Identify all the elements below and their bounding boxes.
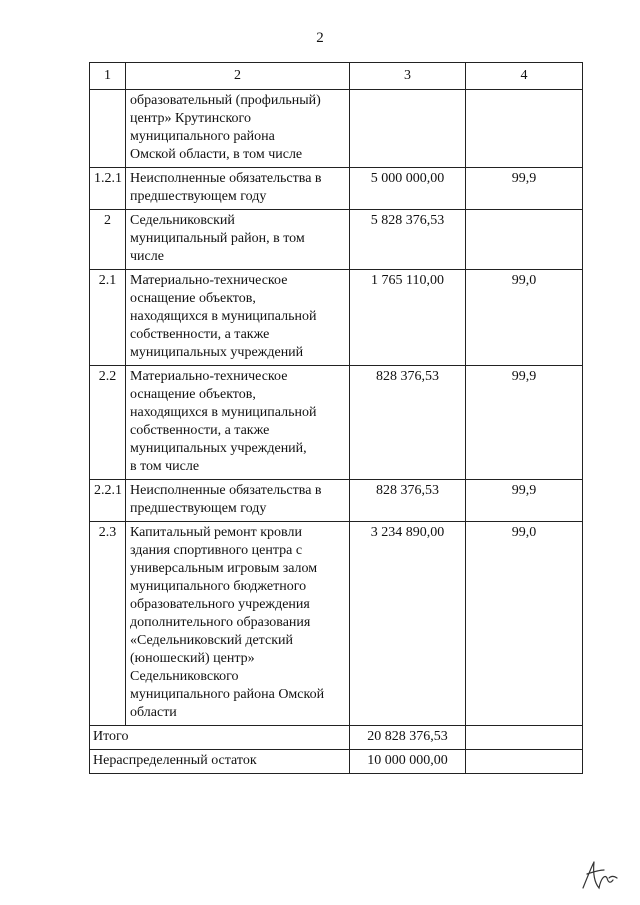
- row-number: 2.1: [90, 270, 126, 366]
- row-name: образовательный (профильный) центр» Крутинского муниципального района Омской области, в том числе: [126, 90, 350, 168]
- total-percent: [466, 726, 583, 750]
- row-percent: 99,0: [466, 522, 583, 726]
- total-row: [90, 726, 583, 750]
- row-name: Материально-техническое оснащение объектов, находящихся в муниципальной собственности, а также муниципальных учреждений: [126, 270, 350, 366]
- row-name: Неисполненные обязательства в предшествующем году: [126, 480, 350, 522]
- header-cell: 4: [466, 63, 583, 90]
- row-amount: 3 234 890,00: [350, 522, 466, 726]
- row-number: [90, 90, 126, 168]
- row-number: 2: [90, 210, 126, 270]
- header-cell: 1: [90, 63, 126, 90]
- total-label: Итого: [90, 726, 350, 750]
- table-row: [90, 210, 583, 270]
- row-number: 2.2: [90, 366, 126, 480]
- row-amount: 828 376,53: [350, 366, 466, 480]
- row-amount: 1 765 110,00: [350, 270, 466, 366]
- budget-table: [89, 62, 583, 774]
- total-amount: 10 000 000,00: [350, 750, 466, 774]
- row-name: Капитальный ремонт кровли здания спортивного центра с универсальным игровым залом муниципального бюджетного образовательного учреждения дополнительного образования «Седельниковский детский (юношеский) центр» Седельниковского муниципального района Омской области: [126, 522, 350, 726]
- row-amount: [350, 90, 466, 168]
- table-row: [90, 168, 583, 210]
- row-percent: 99,0: [466, 270, 583, 366]
- header-cell: 2: [126, 63, 350, 90]
- header-cell: 3: [350, 63, 466, 90]
- row-name: Материально-техническое оснащение объектов, находящихся в муниципальной собственности, а также муниципальных учреждений, в том числе: [126, 366, 350, 480]
- row-number: 2.3: [90, 522, 126, 726]
- row-amount: 828 376,53: [350, 480, 466, 522]
- total-amount: 20 828 376,53: [350, 726, 466, 750]
- row-percent: 99,9: [466, 480, 583, 522]
- row-percent: [466, 90, 583, 168]
- row-amount: 5 828 376,53: [350, 210, 466, 270]
- row-amount: 5 000 000,00: [350, 168, 466, 210]
- page-number: 2: [316, 30, 324, 46]
- handwritten-signature: [577, 858, 621, 894]
- total-label: Нераспределенный остаток: [90, 750, 350, 774]
- row-number: 1.2.1: [90, 168, 126, 210]
- row-percent: 99,9: [466, 366, 583, 480]
- table-row: [90, 366, 583, 480]
- row-percent: 99,9: [466, 168, 583, 210]
- table-row: [90, 522, 583, 726]
- total-percent: [466, 750, 583, 774]
- table-row: [90, 90, 583, 168]
- row-number: 2.2.1: [90, 480, 126, 522]
- table-header-row: [90, 63, 583, 90]
- row-name: Неисполненные обязательства в предшествующем году: [126, 168, 350, 210]
- row-percent: [466, 210, 583, 270]
- table-row: [90, 480, 583, 522]
- total-row: [90, 750, 583, 774]
- row-name: Седельниковский муниципальный район, в том числе: [126, 210, 350, 270]
- table-row: [90, 270, 583, 366]
